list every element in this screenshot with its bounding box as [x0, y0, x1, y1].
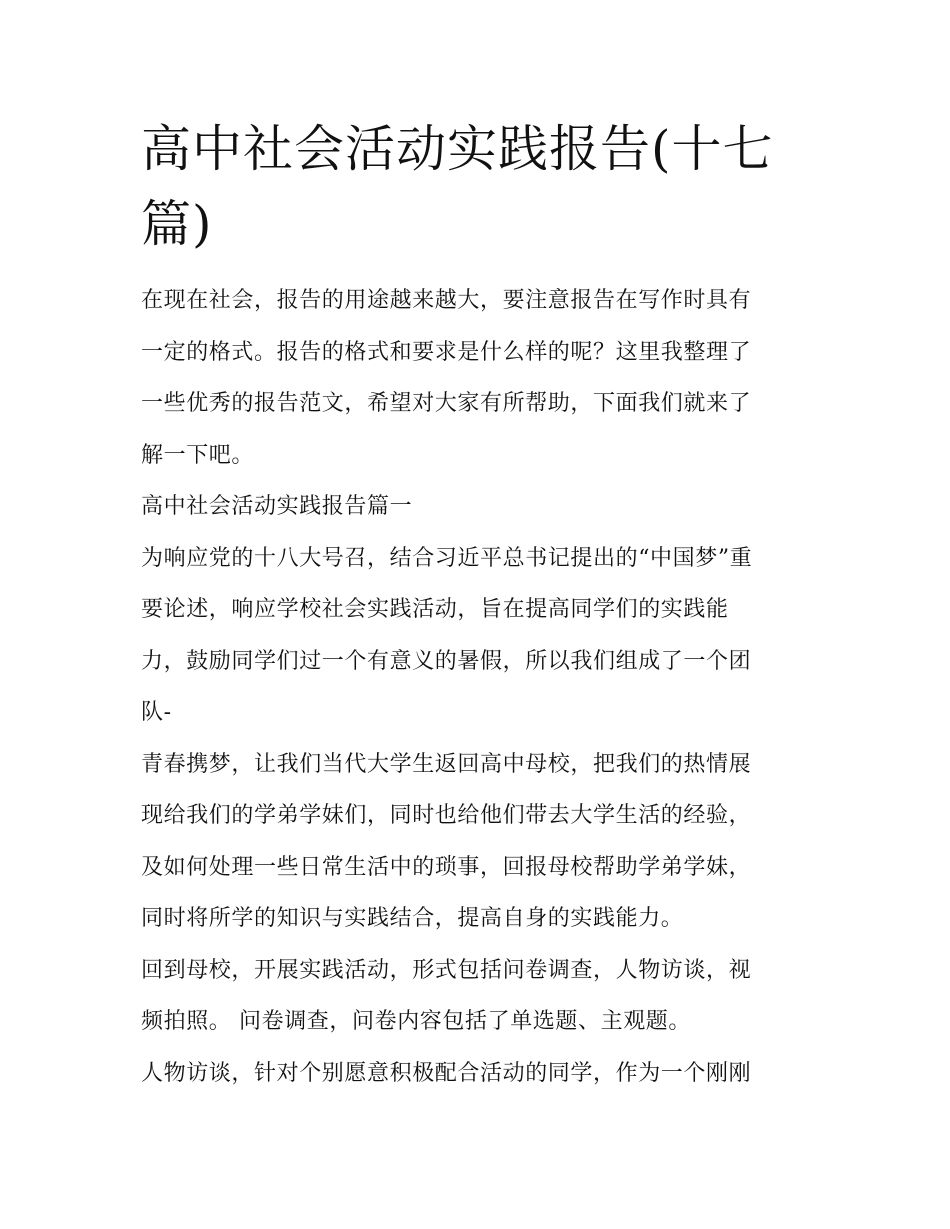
body-line: 一定的格式。报告的格式和要求是什么样的呢？这里我整理了 [141, 339, 752, 365]
body-line: 人物访谈，针对个别愿意积极配合活动的同学，作为一个刚刚 [141, 1060, 752, 1086]
title-line-2: 篇) [141, 195, 213, 253]
body-line: 要论述，响应学校社会实践活动，旨在提高同学们的实践能 [141, 597, 729, 622]
body-line: 为响应党的十八大号召，结合习近平总书记提出的“中国梦”重 [141, 545, 753, 571]
body-line: 频拍照。 问卷调查，问卷内容包括了单选题、主观题。 [141, 1009, 691, 1034]
title-line-1: 高中社会活动实践报告(十七 [141, 120, 774, 178]
section-heading: 高中社会活动实践报告篇一 [141, 494, 413, 519]
body-line: 及如何处理一些日常生活中的琐事，回报母校帮助学弟学妹， [141, 854, 752, 880]
body-line: 力，鼓励同学们过一个有意义的暑假，所以我们组成了一个团 [141, 648, 752, 674]
body-line: 回到母校，开展实践活动，形式包括问卷调查，人物访谈，视 [141, 957, 752, 983]
document-title [141, 112, 821, 262]
document-body [141, 275, 821, 1099]
document-page [141, 112, 821, 1099]
body-line: 在现在社会，报告的用途越来越大，要注意报告在写作时具有 [141, 288, 752, 313]
body-line: 解一下吧。 [141, 442, 255, 468]
body-line: 同时将所学的知识与实践结合，提高自身的实践能力。 [141, 906, 684, 931]
body-line: 现给我们的学弟学妹们，同时也给他们带去大学生活的经验， [141, 803, 752, 828]
body-line: 一些优秀的报告范文，希望对大家有所帮助，下面我们就来了 [141, 391, 752, 416]
body-line: 队- [141, 700, 172, 725]
body-line: 青春携梦，让我们当代大学生返回高中母校，把我们的热情展 [141, 751, 752, 777]
